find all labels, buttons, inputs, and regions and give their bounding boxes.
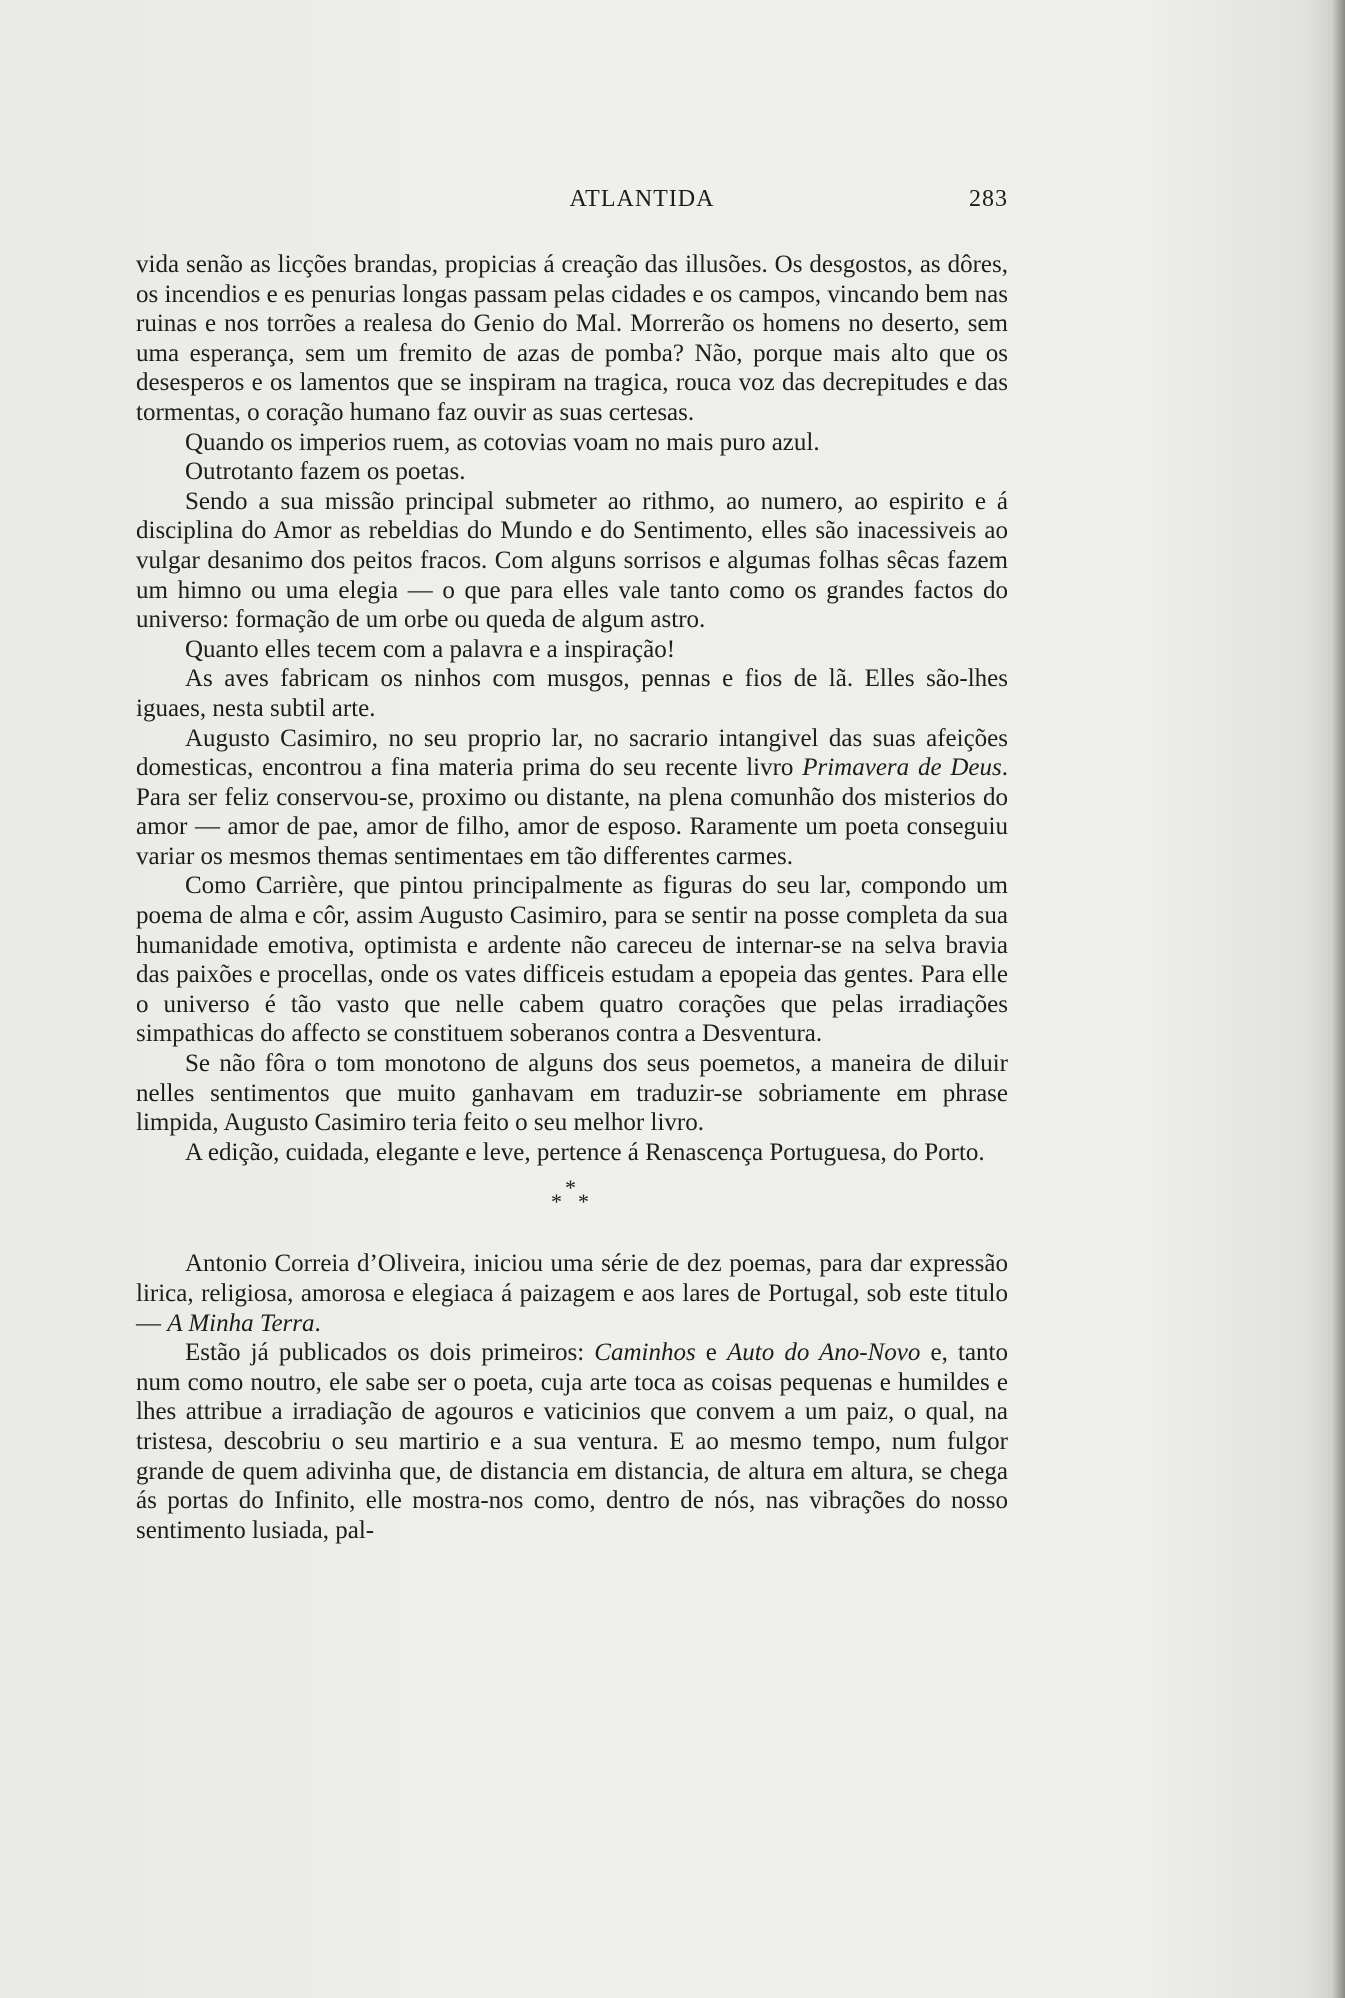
paragraphs-section-1 bbox=[136, 250, 1008, 1167]
asterism-star: * bbox=[551, 1189, 562, 1215]
page-number: 283 bbox=[969, 186, 1008, 212]
text-run: e, tanto num como noutro, ele sabe ser o poeta, cuja arte toca as coisas pequenas e humildes e lhes attribue a irradiação de agouros e vaticinios que convem a um paiz, o qual, na tristesa, descobriu o seu martirio e a sua ventura. E ao mesmo tempo, num fulgor grande de quem adivinha que, de distancia em distancia, de altura em altura, se chega ás portas do Infinito, elle mostra-nos como, dentro de nós, nas vibrações do nosso sentimento lusiada, pal- bbox=[136, 1339, 1008, 1544]
italic-title: Caminhos bbox=[594, 1339, 696, 1367]
paragraphs-section-2 bbox=[136, 1249, 1008, 1545]
text-run: Outrotanto fazem os poetas. bbox=[185, 458, 466, 486]
paragraph bbox=[136, 871, 1008, 1049]
asterism-divider bbox=[136, 1167, 1008, 1249]
text-run: Se não fôra o tom monotono de alguns dos seus poemetos, a maneira de diluir nelles sentimentos que muito ganhavam em traduzir-se sobriamente em phrase limpida, Augusto Casimiro teria feito o seu melhor livro. bbox=[136, 1050, 1008, 1137]
page-header bbox=[136, 186, 1008, 216]
asterism-star: * bbox=[578, 1189, 589, 1215]
paragraph bbox=[136, 1249, 1008, 1338]
paragraph bbox=[136, 635, 1008, 665]
body-text bbox=[136, 250, 1008, 1545]
paragraph bbox=[136, 250, 1008, 428]
paragraph bbox=[136, 664, 1008, 723]
paragraph bbox=[136, 1338, 1008, 1545]
italic-title: Primavera de Deus bbox=[802, 754, 1002, 782]
text-run: Quanto elles tecem com a palavra e a inspiração! bbox=[185, 635, 676, 663]
text-run: As aves fabricam os ninhos com musgos, pennas e fios de lã. Elles são-lhes iguaes, nesta subtil arte. bbox=[136, 665, 1008, 722]
italic-title: A Minha Terra bbox=[167, 1309, 315, 1337]
italic-title: Auto do Ano-Novo bbox=[727, 1339, 921, 1367]
text-run: e bbox=[695, 1339, 728, 1367]
paragraph bbox=[136, 428, 1008, 458]
text-run: Augusto Casimiro, no seu proprio lar, no sacrario intangivel das suas afeições domesticas, encontrou a fina materia prima do seu recente livro bbox=[136, 724, 1008, 782]
running-title: ATLANTIDA bbox=[569, 186, 715, 212]
text-run: . bbox=[314, 1309, 321, 1337]
text-run: A edição, cuidada, elegante e leve, pertence á Renascença Portuguesa, do Porto. bbox=[185, 1138, 985, 1166]
paragraph bbox=[136, 487, 1008, 635]
asterism-star: * bbox=[565, 1175, 576, 1201]
paragraph bbox=[136, 457, 1008, 487]
text-run: Como Carrière, que pintou principalmente as figuras do seu lar, compondo um poema de alma e côr, assim Augusto Casimiro, para se sentir na posse completa da sua humanidade emotiva, optimista e ardente não careceu de internar-se na selva bravia das paixões e procellas, onde os vates difficeis estudam a epopeia das gentes. Para elle o universo é tão vasto que nelle cabem quatro corações que pelas irradiações simpathicas do affecto se constituem soberanos contra a Desventura. bbox=[136, 872, 1008, 1048]
paragraph bbox=[136, 1049, 1008, 1138]
paragraph bbox=[136, 1138, 1008, 1168]
text-run: Estão já publicados os dois primeiros: bbox=[185, 1339, 595, 1367]
text-run: vida senão as licções brandas, propicias á creação das illusões. Os desgostos, as dôres, os incendios e es penurias longas passam pelas cidades e os campos, vincando bem nas ruinas e nos torrões a realesa do Genio do Mal. Morrerão os homens no deserto, sem uma esperança, sem um fremito de azas de pomba? Não, porque mais alto que os desesperos e os lamentos que se inspiram na tragica, rouca voz das decrepitudes e das tormentas, o coração humano faz ouvir as suas certesas. bbox=[136, 251, 1008, 426]
page-edge bbox=[1331, 0, 1345, 1998]
text-run: Quando os imperios ruem, as cotovias voam no mais puro azul. bbox=[185, 428, 820, 456]
text-run: . Para ser feliz conservou-se, proximo ou distante, na plena comunhão dos misterios do amor — amor de pae, amor de filho, amor de esposo. Raramente um poeta conseguiu variar os mesmos themas sentimentaes em tão differentes carmes. bbox=[136, 754, 1008, 870]
text-run: Sendo a sua missão principal submeter ao rithmo, ao numero, ao espirito e á disciplina do Amor as rebeldias do Mundo e do Sentimento, elles são inacessiveis ao vulgar desanimo dos peitos fracos. Com alguns sorrisos e algumas folhas sêcas fazem um himno ou uma elegia — o que para elles vale tanto como os grandes factos do universo: formação de um orbe ou queda de algum astro. bbox=[136, 487, 1008, 634]
paragraph bbox=[136, 724, 1008, 872]
text-run: Antonio Correia d’Oliveira, iniciou uma série de dez poemas, para dar expressão lirica, religiosa, amorosa e elegiaca á paizagem e aos lares de Portugal, sob este titulo — bbox=[136, 1250, 1008, 1337]
